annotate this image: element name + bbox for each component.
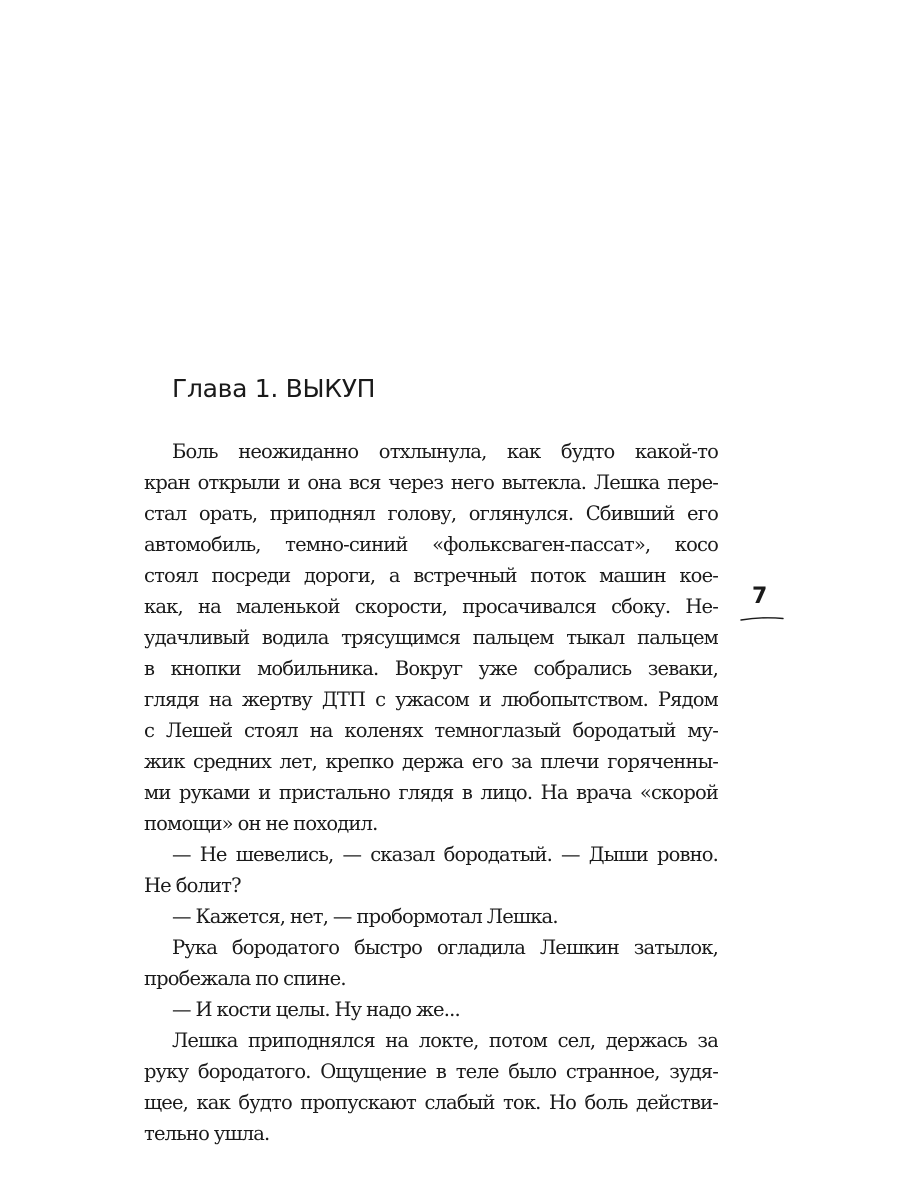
text-line: кран открыли и она вся через него вытекла. Лешка пере- [144, 471, 718, 494]
text-line: в кнопки мобильника. Вокруг уже собрались зеваки, [144, 657, 718, 680]
text-line: стал орать, приподнял голову, оглянулся. Сбивший его [144, 502, 718, 525]
text-line: ми руками и пристально глядя в лицо. На врача «скорой [144, 781, 718, 804]
page-number: 7 [752, 584, 768, 609]
text-line: — Кажется, нет, — пробормотал Лешка. [172, 905, 558, 928]
text-line: с Лешей стоял на коленях темноглазый бородатый му- [144, 719, 718, 742]
text-line: как, на маленькой скорости, просачивался сбоку. Не- [144, 595, 718, 618]
text-line: руку бородатого. Ощущение в теле было странное, зудя- [144, 1060, 718, 1083]
text-line: — Не шевелись, — сказал бородатый. — Дыши ровно. [172, 843, 718, 866]
text-line: Не болит? [144, 874, 241, 897]
text-line: Боль неожиданно отхлынула, как будто какой-то [172, 440, 718, 463]
text-line: удачливый водила трясущимся пальцем тыкал пальцем [144, 626, 718, 649]
text-line: автомобиль, темно-синий «фольксваген-пассат», косо [144, 533, 718, 556]
text-line: стоял посреди дороги, а встречный поток машин кое- [144, 564, 718, 587]
text-line: щее, как будто пропускают слабый ток. Но боль действи- [144, 1091, 718, 1114]
text-line: Лешка приподнялся на локте, потом сел, держась за [172, 1029, 718, 1052]
chapter-title: Глава 1. ВЫКУП [172, 374, 376, 403]
text-line: Рука бородатого быстро огладила Лешкин затылок, [172, 936, 718, 959]
body-text [144, 436, 718, 1149]
text-line: помощи» он не походил. [144, 812, 378, 835]
page-number-rule [740, 616, 784, 622]
text-line: пробежала по спине. [144, 967, 346, 990]
text-line: жик средних лет, крепко держа его за плечи горяченны- [144, 750, 718, 773]
text-line: — И кости целы. Ну надо же... [172, 998, 460, 1021]
text-line: тельно ушла. [144, 1122, 270, 1145]
text-line: глядя на жертву ДТП с ужасом и любопытством. Рядом [144, 688, 718, 711]
